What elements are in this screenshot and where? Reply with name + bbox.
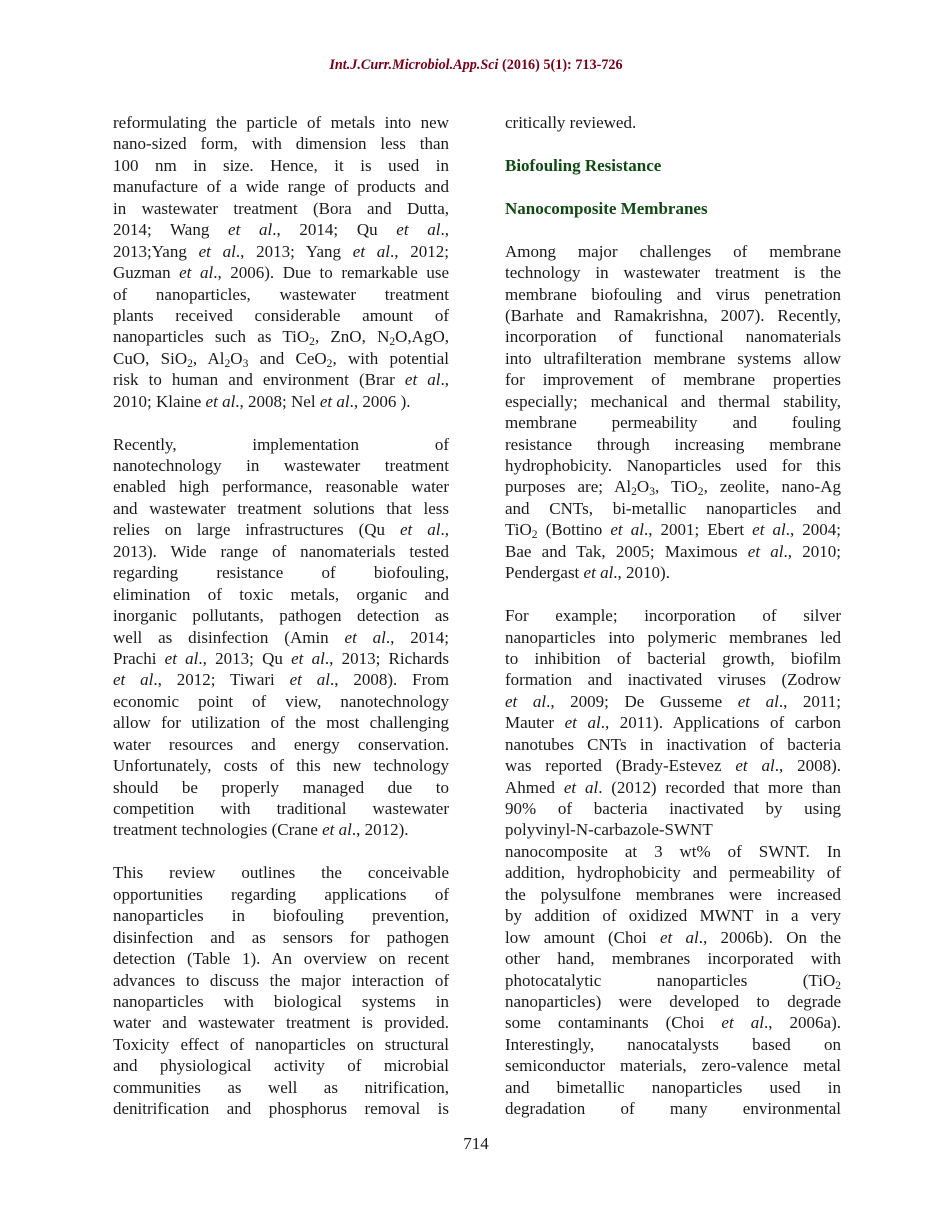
text-line: into ultrafilteration membrane systems allow — [505, 348, 841, 368]
text-line: and CNTs, bi-metallic nanoparticles and — [505, 498, 841, 518]
text-line: nanoparticles) were developed to degrade — [505, 991, 841, 1011]
text-line: This review outlines the conceivable — [113, 863, 449, 883]
text-line: especially; mechanical and thermal stability, — [505, 391, 841, 411]
page-number: 714 — [463, 1134, 489, 1153]
text-line: water and wastewater treatment is provided. — [113, 1013, 449, 1033]
text-line: detection (Table 1). An overview on recent — [113, 949, 449, 969]
text-line: resistance through increasing membrane — [505, 434, 841, 454]
text-line: et al., 2009; De Gusseme et al., 2011; — [505, 691, 841, 711]
paragraph-membrane-challenges — [505, 241, 841, 584]
text-line: 2010; Klaine et al., 2008; Nel et al., 2006 ). — [113, 391, 411, 411]
text-line: allow for utilization of the most challenging — [113, 713, 449, 733]
text-line: incorporation of functional nanomaterials — [505, 327, 841, 347]
text-line: plants received considerable amount of — [113, 305, 449, 325]
text-line: nanoparticles with biological systems in — [113, 991, 449, 1011]
text-line: Toxicity effect of nanoparticles on structural — [113, 1034, 449, 1054]
text-line: inorganic pollutants, pathogen detection as — [113, 606, 449, 626]
paragraph-silver-nanoparticles-example — [505, 605, 841, 1120]
text-line: competition with traditional wastewater — [113, 799, 449, 818]
text-line: 2014; Wang et al., 2014; Qu et al., — [113, 220, 449, 240]
text-line: Recently, implementation of — [113, 434, 449, 454]
text-line: membrane biofouling and virus penetration — [505, 284, 841, 304]
paragraph-review-outline — [113, 862, 449, 1119]
text-line: well as disinfection (Amin et al., 2014; — [113, 627, 449, 647]
text-line: risk to human and environment (Brar et al., — [113, 370, 449, 390]
text-line: nanocomposite at 3 wt% of SWNT. In — [505, 841, 841, 861]
text-line: disinfection and as sensors for pathogen — [113, 927, 449, 947]
text-line: addition, hydrophobicity and permeability of — [505, 863, 841, 883]
paragraph-nanotechnology-implementation — [113, 434, 449, 841]
text-line: should be properly managed due to — [113, 777, 449, 797]
text-line: water resources and energy conservation. — [113, 734, 449, 754]
text-line: Pendergast et al., 2010). — [505, 563, 670, 583]
text-line: nanotechnology in wastewater treatment — [113, 456, 449, 475]
text-line: For example; incorporation of silver — [505, 606, 841, 626]
text-line: for improvement of membrane properties — [505, 370, 841, 390]
subsection-heading-nanocomposite-membranes: Nanocomposite Membranes — [505, 198, 708, 218]
right-column — [505, 112, 841, 1120]
section-heading-biofouling-resistance: Biofouling Resistance — [505, 155, 662, 175]
text-line: Among major challenges of membrane — [505, 241, 841, 261]
text-line: treatment technologies (Crane et al., 2012). — [113, 820, 409, 840]
text-line: was reported (Brady-Estevez et al., 2008). — [505, 756, 841, 776]
text-line: Bae and Tak, 2005; Maximous et al., 2010; — [505, 541, 841, 561]
text-line: critically reviewed. — [505, 113, 637, 132]
text-line: manufacture of a wide range of products and — [113, 177, 449, 197]
paragraph-intro-nanoparticles — [113, 112, 449, 412]
text-line: other hand, membranes incorporated with — [505, 949, 841, 969]
text-line: membrane permeability and fouling — [505, 413, 841, 433]
text-line: reformulating the particle of metals into new — [113, 113, 449, 132]
running-header — [0, 57, 952, 74]
text-line: low amount (Choi et al., 2006b). On the — [505, 927, 841, 947]
text-line: semiconductor materials, zero-valence metal — [505, 1056, 841, 1076]
text-line: hydrophobicity. Nanoparticles used for this — [505, 456, 841, 476]
text-line: Prachi et al., 2013; Qu et al., 2013; Richards — [113, 648, 449, 668]
text-line: nanoparticles in biofouling prevention, — [113, 906, 449, 926]
text-line: and physiological activity of microbial — [113, 1056, 449, 1076]
text-line: Ahmed et al. (2012) recorded that more than — [505, 777, 841, 797]
text-line: degradation of many environmental — [505, 1099, 841, 1119]
text-line: Interestingly, nanocatalysts based on — [505, 1034, 841, 1054]
text-line: of nanoparticles, wastewater treatment — [113, 284, 449, 304]
text-line: and wastewater treatment solutions that less — [113, 498, 449, 518]
text-line: nanoparticles into polymeric membranes led — [505, 627, 841, 647]
left-column — [113, 112, 449, 1120]
text-line: enabled high performance, reasonable water — [113, 477, 449, 497]
text-line: (Barhate and Ramakrishna, 2007). Recently, — [505, 305, 841, 325]
text-line: 90% of bacteria inactivated by using — [505, 799, 841, 819]
journal-name: Int.J.Curr.Microbiol.App.Sci — [329, 57, 499, 73]
text-line: denitrification and phosphorus removal is — [113, 1099, 449, 1119]
text-line: TiO$_2$ (Bottino et al., 2001; Ebert et al., 2004; — [505, 520, 842, 542]
text-line: 2013). Wide range of nanomaterials tested — [113, 541, 449, 561]
text-line: et al., 2012; Tiwari et al., 2008). From — [113, 670, 450, 690]
text-line: economic point of view, nanotechnology — [113, 691, 449, 711]
text-line: by addition of oxidized MWNT in a very — [505, 906, 841, 926]
text-line: technology in wastewater treatment is the — [505, 263, 841, 283]
text-line: nanotubes CNTs in inactivation of bacteria — [505, 734, 841, 754]
text-line: polyvinyl-N-carbazole-SWNT — [505, 820, 713, 840]
text-line: the polysulfone membranes were increased — [505, 884, 841, 904]
text-line: CuO, SiO$_2$, $Al_2O_3$ and CeO$_2$, with potential — [113, 348, 449, 370]
text-line: Guzman et al., 2006). Due to remarkable use — [113, 263, 449, 283]
text-line: advances to discuss the major interaction of — [113, 970, 449, 990]
text-line: formation and inactivated viruses (Zodrow — [505, 670, 841, 690]
text-line: photocatalytic nanoparticles (TiO$_2$ — [505, 970, 841, 992]
text-line: communities as well as nitrification, — [113, 1077, 449, 1097]
text-line: in wastewater treatment (Bora and Dutta, — [113, 198, 449, 218]
text-line: purposes are; $Al_2O_3$, TiO$_2$, zeolite, nano-Ag — [505, 477, 841, 499]
text-line: 100 nm in size. Hence, it is used in — [113, 155, 449, 175]
journal-citation: (2016) 5(1): 713-726 — [498, 57, 623, 73]
text-line: nano-sized form, with dimension less than — [113, 134, 449, 154]
text-line: nanoparticles such as TiO$_2$, ZnO, $N_2O,AgO$, — [113, 327, 449, 349]
text-line: relies on large infrastructures (Qu et al., — [113, 520, 449, 540]
text-line: to inhibition of bacterial growth, biofilm — [505, 648, 841, 668]
text-line: some contaminants (Choi et al., 2006a). — [505, 1013, 841, 1033]
text-line: and bimetallic nanoparticles used in — [505, 1077, 841, 1097]
paragraph-continuation — [505, 112, 841, 133]
text-line: Mauter et al., 2011). Applications of carbon — [505, 713, 841, 733]
text-line: regarding resistance of biofouling, — [113, 563, 449, 583]
text-line: 2013;Yang et al., 2013; Yang et al., 2012; — [113, 241, 450, 261]
text-line: opportunities regarding applications of — [113, 884, 449, 904]
text-line: Unfortunately, costs of this new technology — [113, 756, 449, 776]
text-line: elimination of toxic metals, organic and — [113, 584, 449, 604]
